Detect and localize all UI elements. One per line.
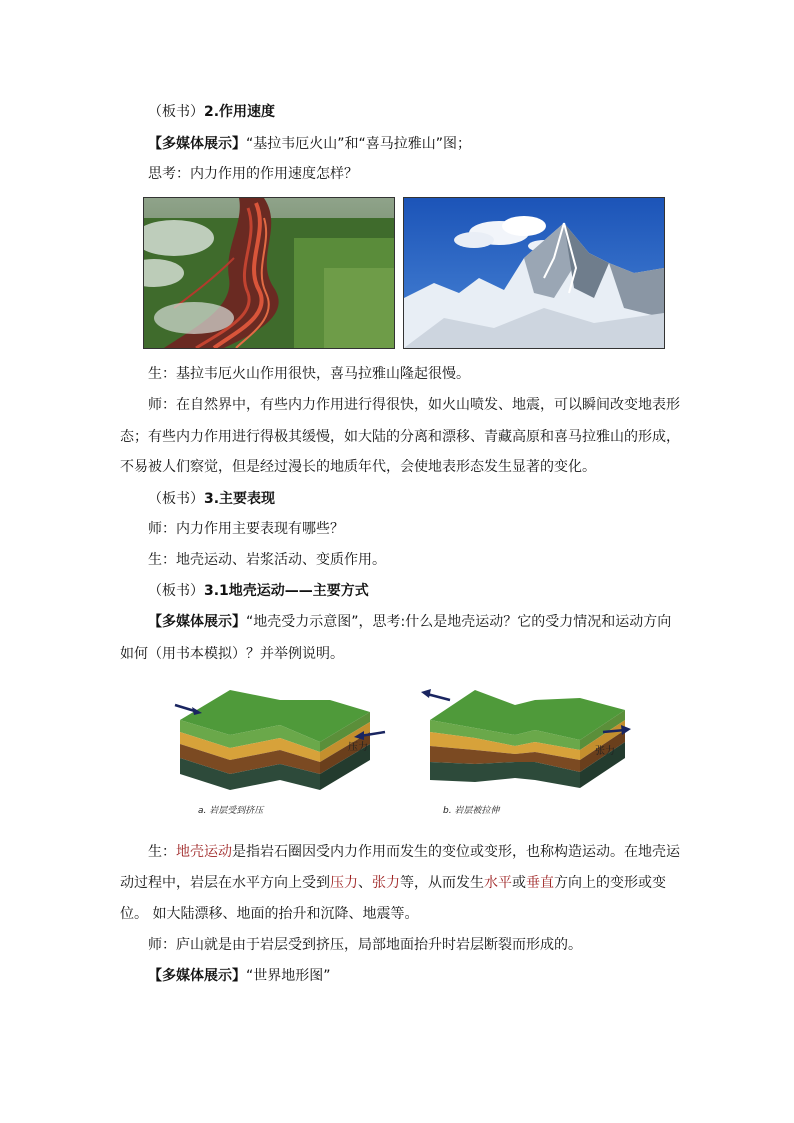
compression-caption: a. 岩层受到挤压 (198, 806, 264, 816)
volcano-photo (143, 197, 395, 349)
question-speed: 思考：内力作用的作用速度怎样？ (148, 166, 358, 182)
figure-compression (170, 680, 390, 820)
media-display-line-1 (148, 135, 471, 153)
media-display-text: “世界地形图” (246, 968, 331, 984)
tension-diagram (415, 680, 645, 820)
board-note-main-forms (148, 490, 275, 508)
student-answer-forms: 生：地壳运动、岩浆活动、变质作用。 (148, 552, 386, 568)
student-answer-speed: 生：基拉韦厄火山作用很快，喜马拉雅山隆起很慢。 (148, 366, 470, 382)
student-definition-line-1 (148, 843, 680, 861)
separator-text: 、 (358, 875, 372, 891)
student-definition-line-3: 位。 如大陆漂移、地面的抬升和沉降、地震等。 (120, 906, 419, 922)
board-heading: 3.主要表现 (204, 491, 276, 507)
board-prefix: （板书） (148, 104, 204, 120)
speaker-label: 生： (148, 844, 176, 860)
term-horizontal: 水平 (484, 875, 512, 891)
board-note-crustal-movement (148, 582, 369, 600)
media-display-line-3 (148, 967, 331, 985)
volcano-lava-image (144, 198, 394, 348)
media-display-bracket: 【多媒体展示】 (148, 136, 246, 152)
teacher-lushan-example: 师：庐山就是由于岩层受到挤压，局部地面抬升时岩层断裂而形成的。 (148, 937, 582, 953)
board-prefix: （板书） (148, 491, 204, 507)
media-display-bracket: 【多媒体展示】 (148, 614, 246, 630)
media-display-text: “基拉韦厄火山”和“喜马拉雅山”图； (246, 136, 472, 152)
teacher-explanation-line-1: 师：在自然界中，有些内力作用进行得很快，如火山喷发、地震，可以瞬间改变地表形 (148, 397, 680, 413)
himalaya-photo (403, 197, 665, 349)
figure-tension (415, 680, 645, 820)
compression-force-label: 压力 (348, 742, 368, 753)
board-heading: 2.作用速度 (204, 104, 276, 120)
board-prefix: （板书） (148, 583, 204, 599)
media-display-text: “地壳受力示意图”，思考:什么是地壳运动？它的受力情况和运动方向 (246, 614, 672, 630)
definition-text: 动过程中，岩层在水平方向上受到 (120, 875, 330, 891)
himalaya-mountain-image (404, 198, 664, 348)
term-crustal-movement: 地壳运动 (176, 844, 232, 860)
compression-diagram (170, 680, 390, 820)
teacher-explanation-line-3: 不易被人们察觉，但是经过漫长的地质年代，会使地表形态发生显著的变化。 (120, 459, 596, 475)
term-tension: 张力 (372, 875, 400, 891)
tension-force-label: 张力 (595, 746, 615, 757)
term-vertical: 垂直 (526, 875, 554, 891)
definition-text: 等，从而发生 (400, 875, 484, 891)
student-definition-line-2 (120, 874, 666, 892)
teacher-question-forms: 师：内力作用主要表现有哪些？ (148, 521, 344, 537)
teacher-explanation-line-2: 态；有些内力作用进行得极其缓慢，如大陆的分离和漂移、青藏高原和喜马拉雅山的形成， (120, 429, 680, 445)
board-heading: 3.1地壳运动——主要方式 (204, 583, 369, 599)
term-pressure: 压力 (330, 875, 358, 891)
media-display-bracket: 【多媒体展示】 (148, 968, 246, 984)
definition-text: 方向上的变形或变 (554, 875, 666, 891)
board-note-action-speed (148, 103, 275, 121)
connector-text: 或 (512, 875, 526, 891)
media-display-line-2 (148, 613, 671, 631)
media-display-line-2-cont: 如何（用书本模拟）？并举例说明。 (120, 646, 344, 662)
definition-text: 是指岩石圈因受内力作用而发生的变位或变形，也称构造运动。在地壳运 (232, 844, 680, 860)
tension-caption: b. 岩层被拉伸 (443, 806, 500, 816)
